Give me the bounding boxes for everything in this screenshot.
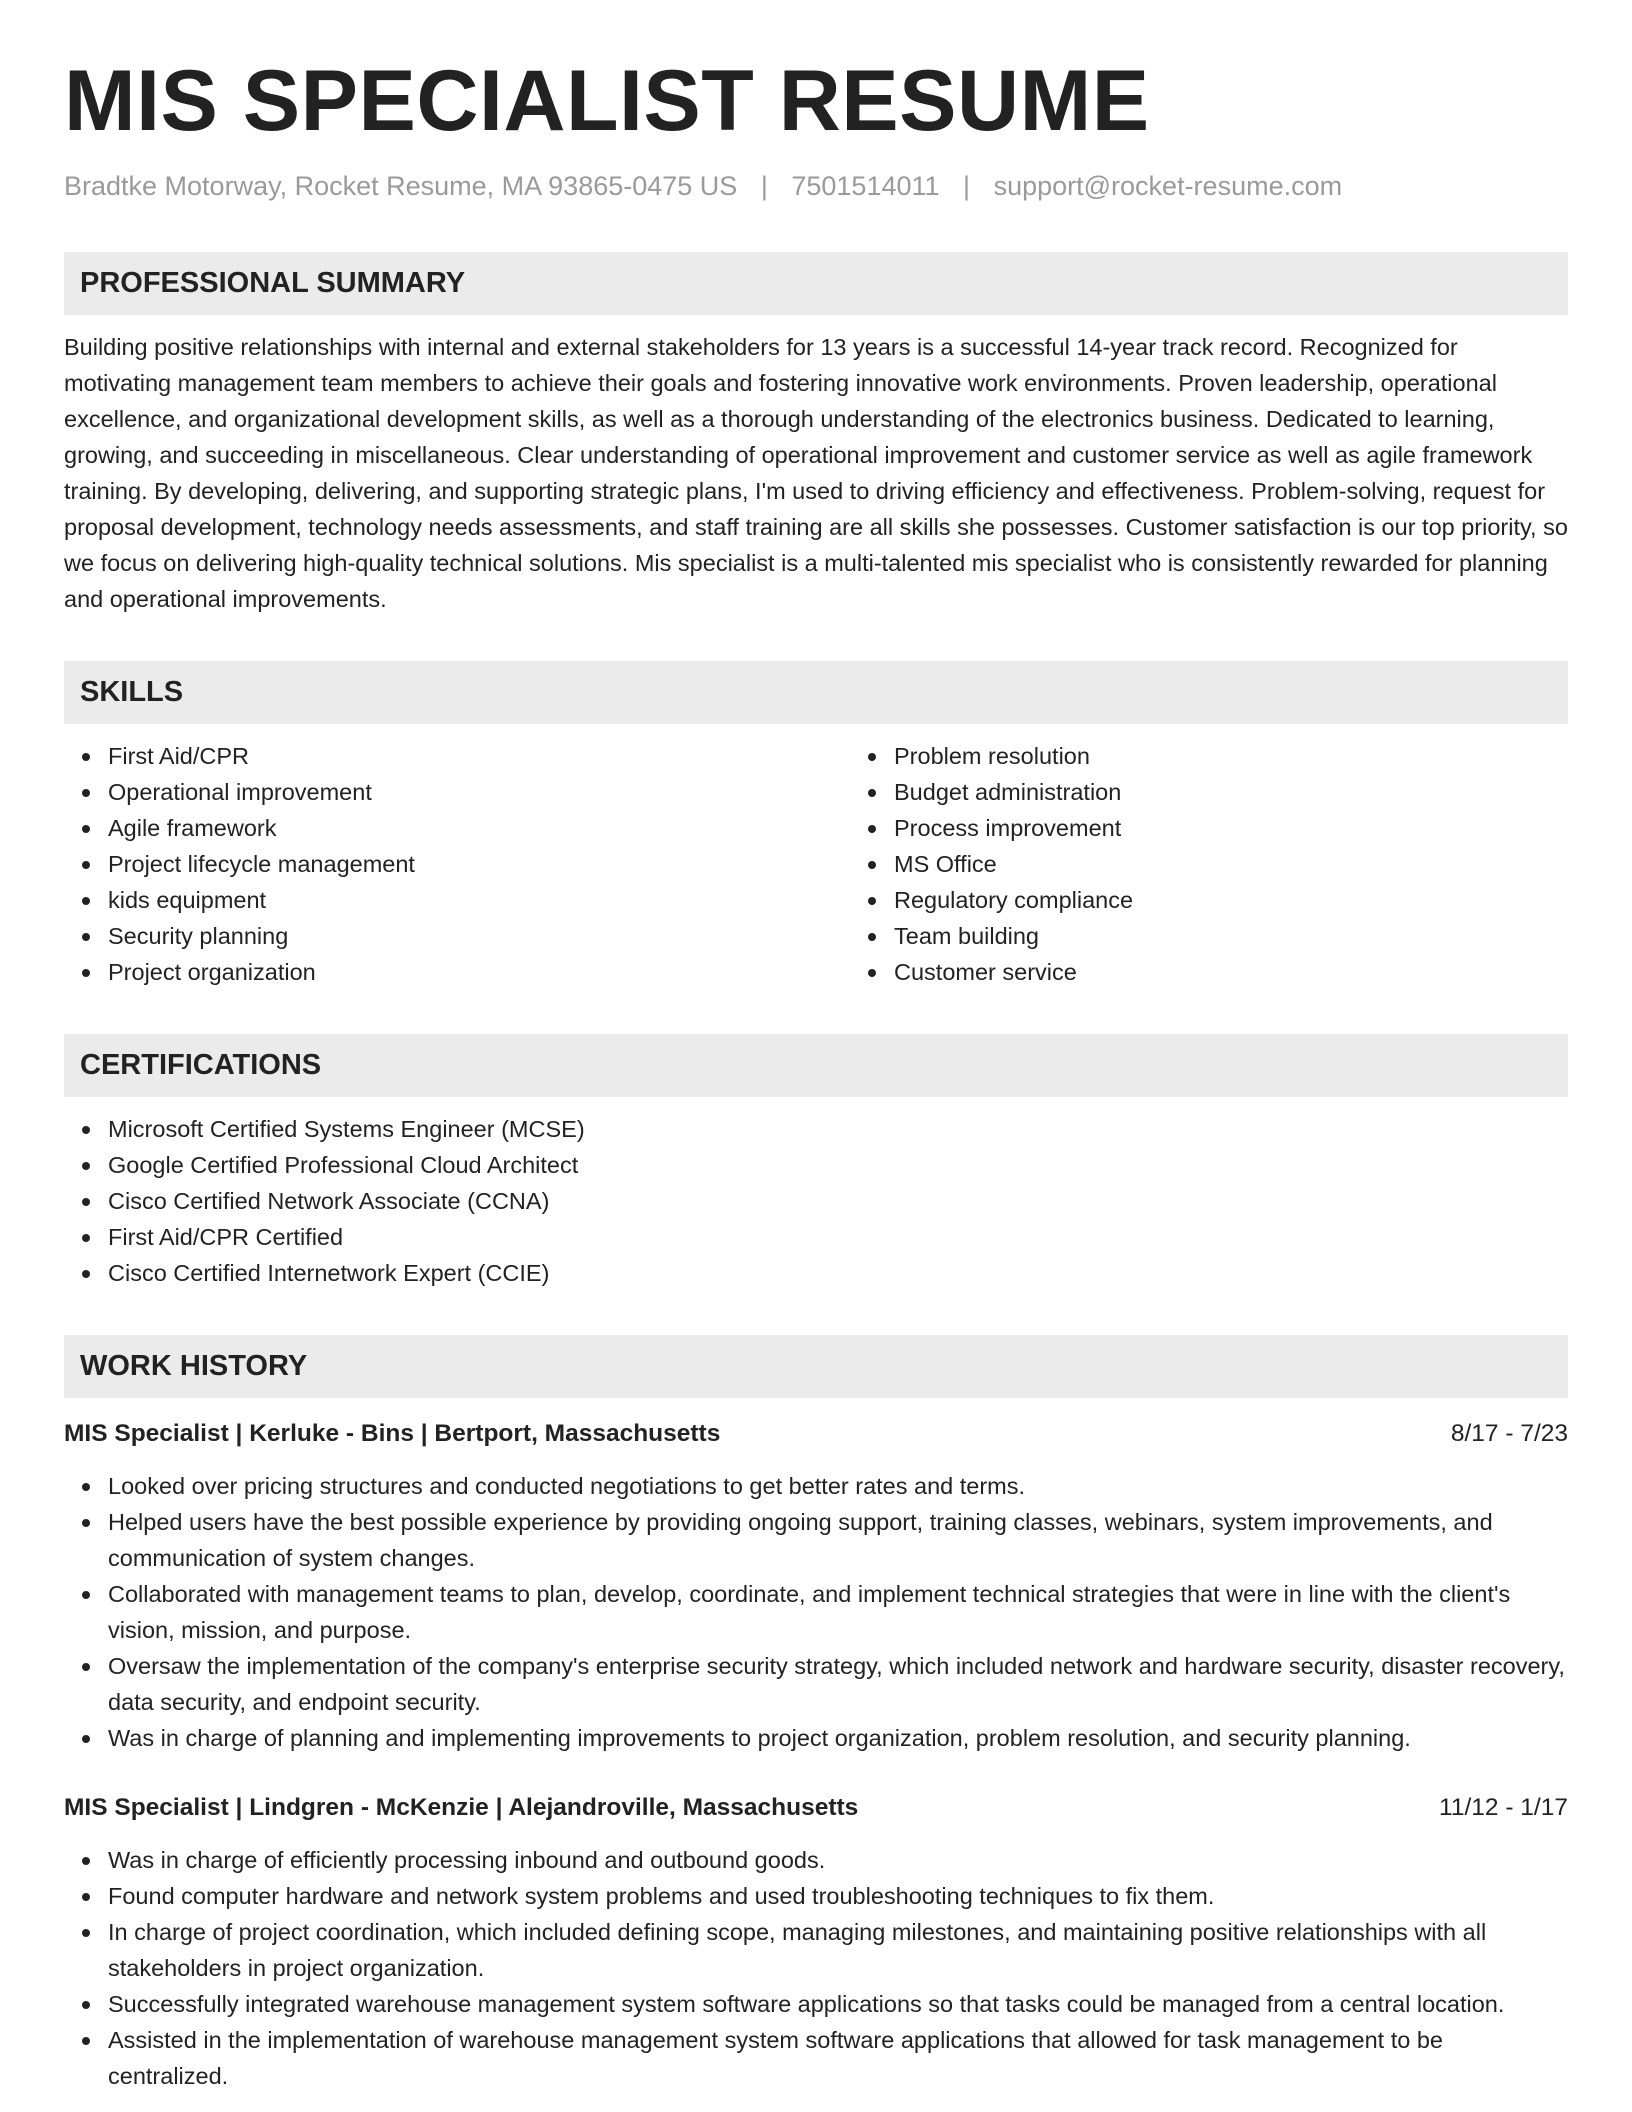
job-header: [64, 1790, 1568, 1826]
skill-item: Project organization: [108, 954, 850, 990]
job-bullet: Helped users have the best possible experience by providing ongoing support, training classes, webinars, system improvements, and communication of system changes.: [108, 1504, 1568, 1576]
certification-item: Microsoft Certified Systems Engineer (MCSE): [108, 1111, 1568, 1147]
skill-item: Team building: [894, 918, 1568, 954]
job-bullet: Was in charge of planning and implementing improvements to project organization, problem resolution, and security planning.: [108, 1720, 1568, 1756]
skills-list-right: [850, 738, 1568, 990]
contact-line: [64, 168, 1568, 204]
skill-item: Regulatory compliance: [894, 882, 1568, 918]
skills-list-left: [64, 738, 850, 990]
skill-item: Process improvement: [894, 810, 1568, 846]
skills-grid: [64, 724, 1568, 990]
job-entry: [64, 1416, 1568, 1756]
section-heading-summary: PROFESSIONAL SUMMARY: [64, 252, 1568, 315]
section-heading-skills: SKILLS: [64, 661, 1568, 724]
skill-item: Security planning: [108, 918, 850, 954]
contact-separator: |: [963, 171, 971, 201]
skill-item: Problem resolution: [894, 738, 1568, 774]
section-heading-certifications: CERTIFICATIONS: [64, 1034, 1568, 1097]
certifications-list: [64, 1111, 1568, 1291]
job-bullet: Found computer hardware and network system problems and used troubleshooting techniques to fix them.: [108, 1878, 1568, 1914]
job-header: [64, 1416, 1568, 1452]
contact-address: Bradtke Motorway, Rocket Resume, MA 93865-0475 US: [64, 171, 738, 201]
skill-item: Operational improvement: [108, 774, 850, 810]
job-bullet: Was in charge of efficiently processing inbound and outbound goods.: [108, 1842, 1568, 1878]
job-dates: 8/17 - 7/23: [1450, 1420, 1568, 1447]
skill-item: Project lifecycle management: [108, 846, 850, 882]
summary-text: Building positive relationships with internal and external stakeholders for 13 years is a successful 14-year track record. Recognized for motivating management team members to achieve their goals and fostering innovative work environments. Proven leadership, operational excellence, and organizational development skills, as well as a thorough understanding of the electronics business. Dedicated to learning, growing, and succeeding in miscellaneous. Clear understanding of operational improvement and customer service as well as agile framework training. By developing, delivering, and supporting strategic plans, I'm used to driving efficiency and effectiveness. Problem-solving, request for proposal development, technology needs assessments, and staff training are all skills she possesses. Customer satisfaction is our top priority, so we focus on delivering high-quality technical solutions. Mis specialist is a multi-talented mis specialist who is consistently rewarded for planning and operational improvements.: [64, 334, 1568, 612]
job-bullet: Looked over pricing structures and conducted negotiations to get better rates and terms.: [108, 1468, 1568, 1504]
job-bullet: Oversaw the implementation of the company's enterprise security strategy, which included network and hardware security, disaster recovery, data security, and endpoint security.: [108, 1648, 1568, 1720]
certification-item: Google Certified Professional Cloud Architect: [108, 1147, 1568, 1183]
resume-title: MIS SPECIALIST RESUME: [64, 53, 1150, 149]
contact-separator: |: [760, 171, 768, 201]
certification-item: First Aid/CPR Certified: [108, 1219, 1568, 1255]
certification-item: Cisco Certified Internetwork Expert (CCIE): [108, 1255, 1568, 1291]
job-bullet: Assisted in the implementation of warehouse management system software applications that allowed for task management to be centralized.: [108, 2022, 1568, 2094]
job-bullet: Collaborated with management teams to plan, develop, coordinate, and implement technical strategies that were in line with the client's vision, mission, and purpose.: [108, 1576, 1568, 1648]
skill-item: Customer service: [894, 954, 1568, 990]
job-bullets: [64, 1842, 1568, 2094]
job-bullets: [64, 1468, 1568, 1756]
job-dates: 11/12 - 1/17: [1439, 1794, 1568, 1821]
skill-item: First Aid/CPR: [108, 738, 850, 774]
job-bullet: In charge of project coordination, which included defining scope, managing milestones, and maintaining positive relationships with all stakeholders in project organization.: [108, 1914, 1568, 1986]
skill-item: Budget administration: [894, 774, 1568, 810]
skill-item: MS Office: [894, 846, 1568, 882]
section-heading-work-history: WORK HISTORY: [64, 1335, 1568, 1398]
contact-email[interactable]: support@rocket-resume.com: [993, 171, 1343, 201]
skill-item: kids equipment: [108, 882, 850, 918]
skill-item: Agile framework: [108, 810, 850, 846]
job-bullet: Successfully integrated warehouse management system software applications so that tasks could be managed from a central location.: [108, 1986, 1568, 2022]
certification-item: Cisco Certified Network Associate (CCNA): [108, 1183, 1568, 1219]
contact-phone: 7501514011: [791, 171, 940, 201]
job-title: MIS Specialist | Kerluke - Bins | Bertport, Massachusetts: [64, 1420, 721, 1447]
job-title: MIS Specialist | Lindgren - McKenzie | Alejandroville, Massachusetts: [64, 1794, 859, 1821]
job-entry: [64, 1790, 1568, 2094]
